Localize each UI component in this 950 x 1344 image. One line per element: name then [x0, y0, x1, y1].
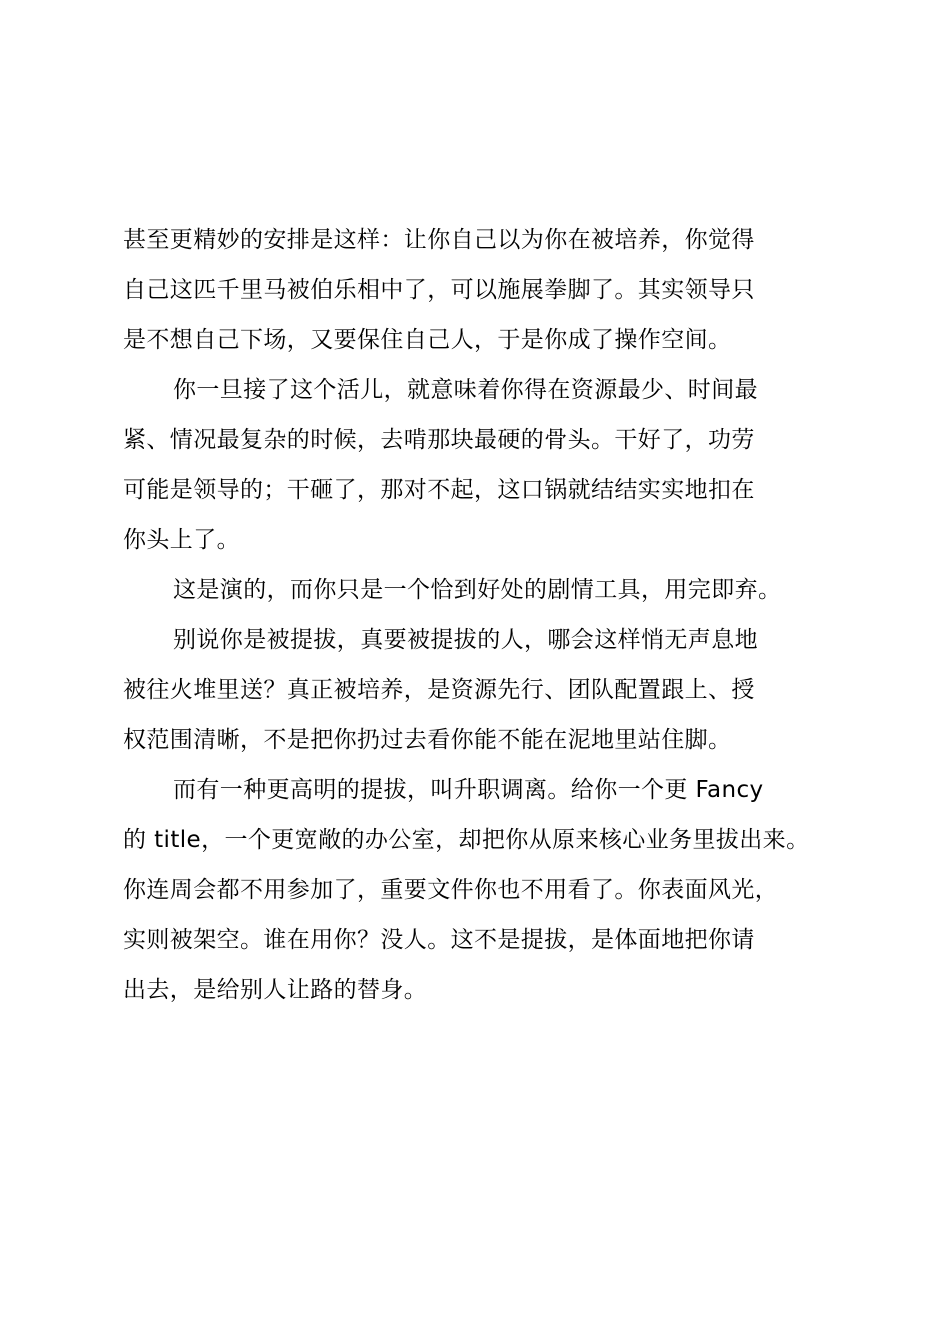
text-line: 紧、情况最复杂的时候，去啃那块最硬的骨头。干好了，功劳 — [123, 427, 755, 453]
text-line: 而有一种更高明的提拔，叫升职调离。给你一个更 Fancy — [173, 777, 764, 803]
text-line: 你连周会都不用参加了，重要文件你也不用看了。你表面风光， — [123, 877, 779, 903]
text-line: 你头上了。 — [123, 527, 240, 553]
text-line: 别说你是被提拔，真要被提拔的人，哪会这样悄无声息地 — [173, 627, 758, 653]
text-line: 甚至更精妙的安排是这样：让你自己以为你在被培养，你觉得 — [123, 227, 755, 253]
text-line: 的 title，一个更宽敞的办公室，却把你从原来核心业务里拔出来。 — [123, 827, 810, 853]
text-line: 被往火堆里送？真正被培养，是资源先行、团队配置跟上、授 — [123, 677, 755, 703]
text-line: 实则被架空。谁在用你？没人。这不是提拔，是体面地把你请 — [123, 927, 755, 953]
text-line: 这是演的，而你只是一个恰到好处的剧情工具，用完即弃。 — [173, 577, 782, 603]
text-line: 自己这匹千里马被伯乐相中了，可以施展拳脚了。其实领导只 — [123, 277, 755, 303]
text-line: 出去，是给别人让路的替身。 — [123, 977, 428, 1003]
text-line: 你一旦接了这个活儿，就意味着你得在资源最少、时间最 — [173, 377, 758, 403]
text-line: 是不想自己下场，又要保住自己人，于是你成了操作空间。 — [123, 327, 732, 353]
text-line: 权范围清晰，不是把你扔过去看你能不能在泥地里站住脚。 — [123, 727, 732, 753]
text-line: 可能是领导的；干砸了，那对不起，这口锅就结结实实地扣在 — [123, 477, 755, 503]
